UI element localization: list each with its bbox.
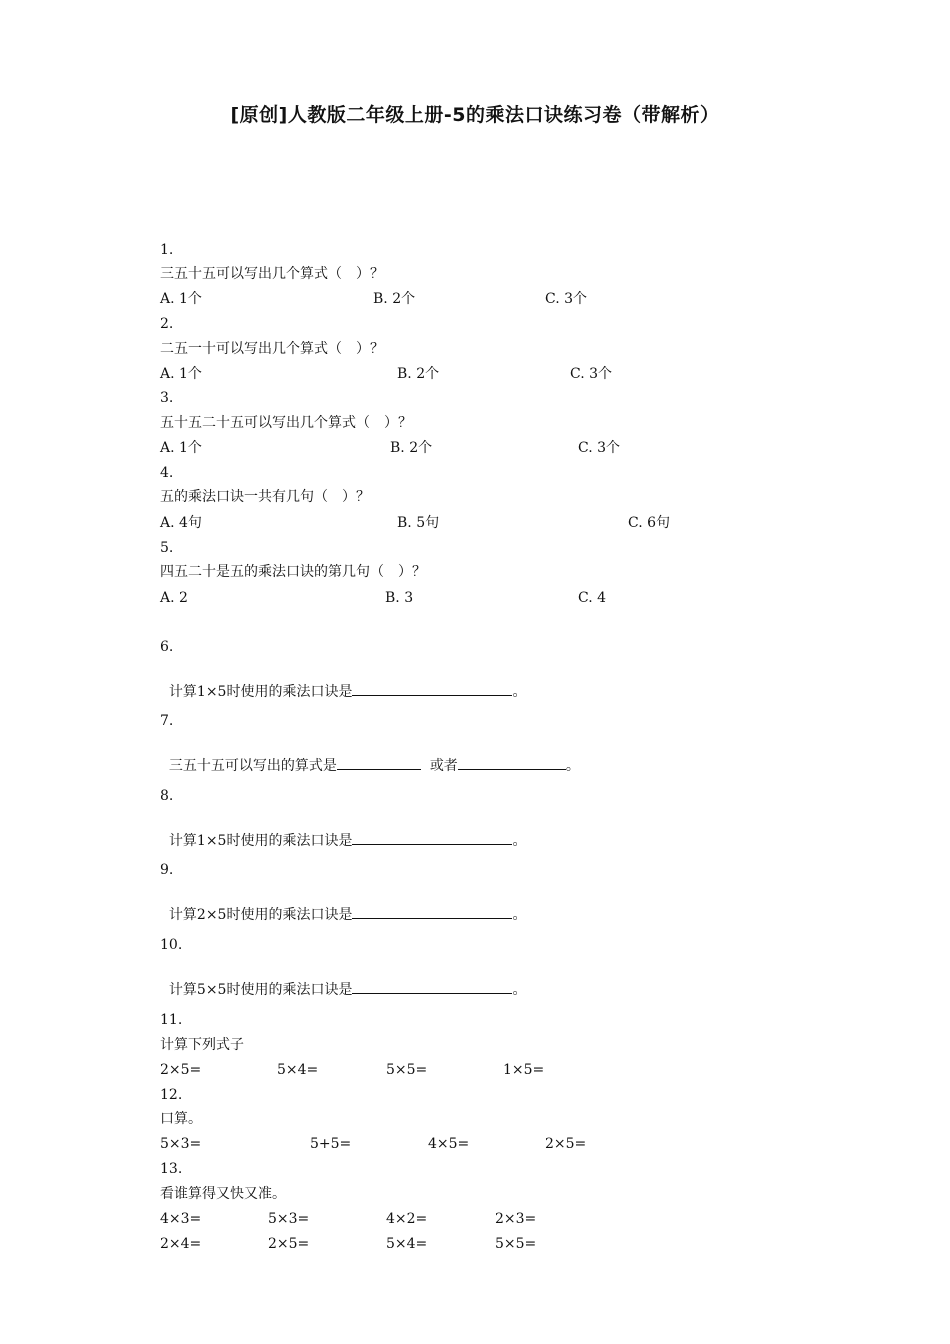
calc-item: 5×4= [277,1062,319,1078]
calc-item: 2×3= [495,1211,537,1227]
option-a: A. 1个 [160,291,202,307]
option-b: B. 5句 [397,515,440,531]
question-stem: 四五二十是五的乘法口诀的第几句（ ）？ [160,564,426,580]
question-number: 7. [160,713,174,729]
question-stem: 三五十五可以写出几个算式（ ）？ [160,266,384,282]
page-title: [原创]人教版二年级上册-5的乘法口诀练习卷（带解析） [230,104,720,126]
calc-item: 2×5= [160,1062,202,1078]
question-stem: 五十五二十五可以写出几个算式（ ）？ [160,415,412,431]
calc-item: 5×3= [160,1136,202,1152]
calc-item: 1×5= [503,1062,545,1078]
option-a: A. 1个 [160,366,202,382]
option-c: C. 4 [578,590,607,606]
fill-end: 。 [565,758,580,774]
question-number: 13. [160,1161,183,1177]
question-stem: 口算。 [160,1111,202,1127]
option-a: A. 4句 [160,515,202,531]
option-b: B. 3 [385,590,414,606]
question-number: 3. [160,390,174,406]
option-c: C. 3个 [578,440,621,456]
option-c: C. 6句 [628,515,671,531]
answer-blank[interactable] [352,681,512,696]
question-number: 8. [160,788,174,804]
question-stem: 计算下列式子 [160,1037,244,1053]
calc-item: 5×3= [268,1211,310,1227]
question-number: 4. [160,465,174,481]
fill-question [160,961,526,999]
question-stem: 五的乘法口诀一共有几句（ ）？ [160,489,370,505]
question-number: 5. [160,540,174,556]
question-number: 1. [160,242,174,258]
calc-item: 5×5= [495,1236,537,1252]
fill-end: 。 [512,907,527,923]
option-c: C. 3个 [570,366,613,382]
fill-end: 。 [512,684,527,700]
calc-item: 2×5= [545,1136,587,1152]
fill-end: 。 [512,982,527,998]
fill-text: 三五十五可以写出的算式是 [168,758,337,774]
calc-item: 4×2= [386,1211,428,1227]
fill-question [160,737,580,775]
option-b: B. 2个 [397,366,440,382]
question-number: 9. [160,862,174,878]
fill-text: 计算2×5时使用的乘法口诀是 [168,907,353,923]
option-a: A. 1个 [160,440,202,456]
question-number: 10. [160,937,183,953]
option-b: B. 2个 [390,440,433,456]
question-stem: 二五一十可以写出几个算式（ ）？ [160,341,384,357]
question-stem: 看谁算得又快又准。 [160,1186,286,1202]
question-number: 11. [160,1012,183,1028]
option-c: C. 3个 [545,291,588,307]
fill-question [160,812,526,850]
calc-item: 4×5= [428,1136,470,1152]
fill-question [160,663,526,701]
calc-item: 5×4= [386,1236,428,1252]
fill-text: 计算5×5时使用的乘法口诀是 [168,982,353,998]
fill-text: 计算1×5时使用的乘法口诀是 [168,684,353,700]
fill-text: 计算1×5时使用的乘法口诀是 [168,833,353,849]
answer-blank[interactable] [352,979,512,994]
question-number: 2. [160,316,174,332]
fill-question [160,886,526,924]
option-b: B. 2个 [373,291,416,307]
calc-item: 2×5= [268,1236,310,1252]
calc-item: 2×4= [160,1236,202,1252]
answer-blank[interactable] [352,904,512,919]
answer-blank[interactable] [352,830,512,845]
question-number: 12. [160,1087,183,1103]
fill-or: 或者 [429,758,458,774]
answer-blank-2[interactable] [458,755,566,770]
question-number: 6. [160,639,174,655]
option-a: A. 2 [160,590,188,606]
calc-item: 5+5= [310,1136,352,1152]
calc-item: 5×5= [386,1062,428,1078]
answer-blank-1[interactable] [337,755,421,770]
fill-end: 。 [512,833,527,849]
calc-item: 4×3= [160,1211,202,1227]
